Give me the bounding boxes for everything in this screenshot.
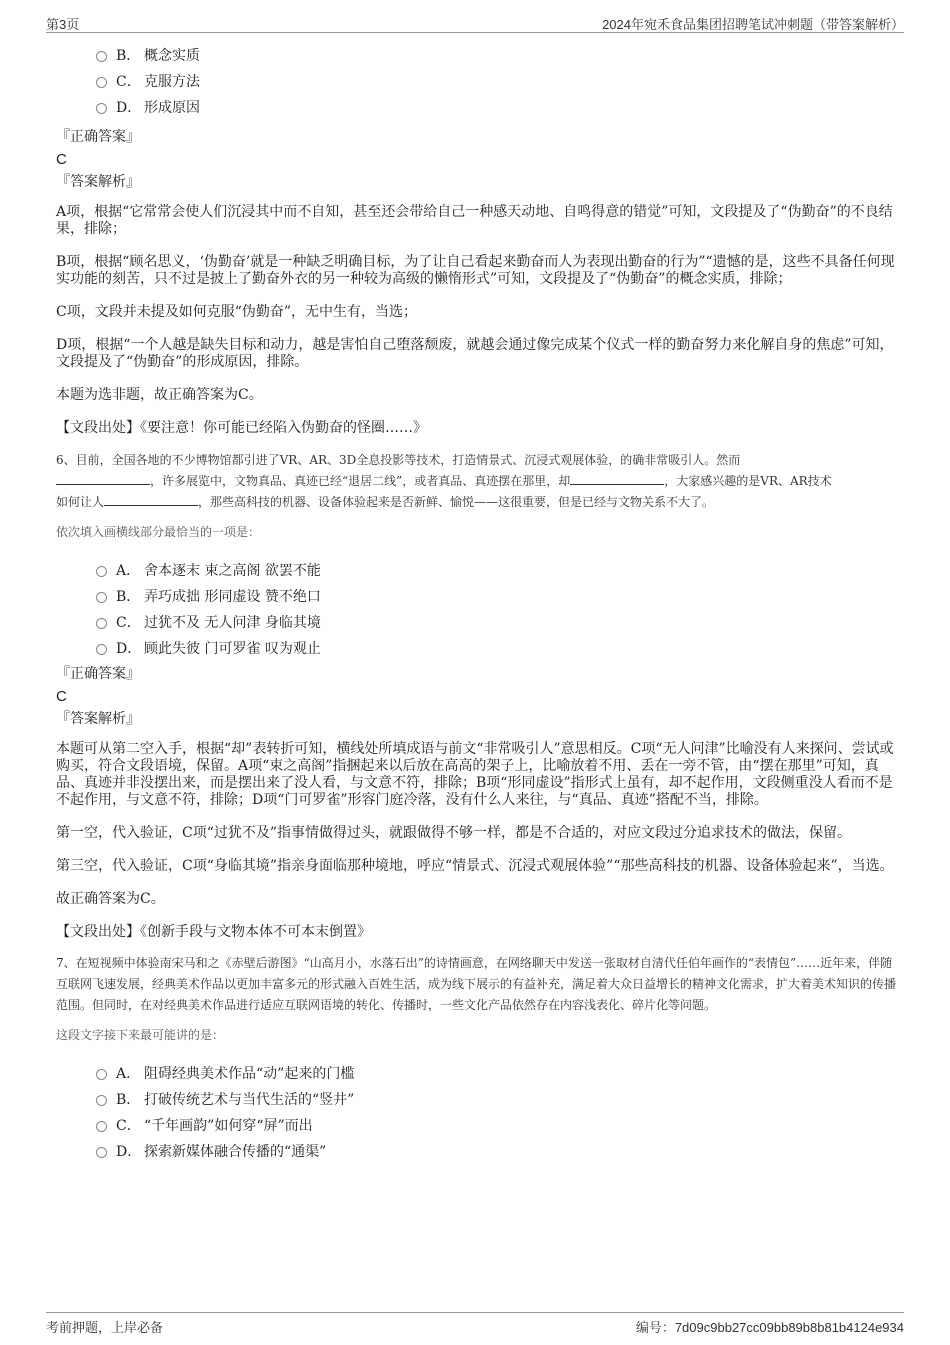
document-title: 2024年宛禾食品集团招聘笔试冲刺题（带答案解析） bbox=[602, 17, 904, 32]
analysis-conclusion: 本题为选非题，故正确答案为C。 bbox=[56, 387, 263, 403]
q7-options bbox=[56, 1062, 896, 1166]
source-citation: 【文段出处】《创新手段与文物本体不可本末倒置》 bbox=[56, 924, 371, 940]
page-footer bbox=[46, 1312, 904, 1335]
question-prompt: 这段文字接下来最可能讲的是： bbox=[56, 1028, 225, 1042]
fill-blank bbox=[104, 493, 198, 506]
radio-icon[interactable] bbox=[96, 1121, 107, 1132]
radio-icon[interactable] bbox=[96, 644, 107, 655]
option-d[interactable]: D． 顾此失彼 门可罗雀 叹为观止 bbox=[56, 637, 896, 663]
document-code: 编号：7d09c9bb27cc09bb89b8b81b4124e934 bbox=[635, 1320, 904, 1336]
footer-slogan: 考前押题，上岸必备 bbox=[46, 1321, 164, 1336]
radio-icon[interactable] bbox=[96, 51, 107, 62]
document-body bbox=[56, 44, 896, 1166]
answer-label: 『正确答案』 bbox=[56, 666, 140, 682]
answer-value: C bbox=[56, 151, 67, 168]
analysis-conclusion: 故正确答案为C。 bbox=[56, 891, 165, 907]
radio-icon[interactable] bbox=[96, 77, 107, 88]
analysis-label: 『答案解析』 bbox=[56, 711, 140, 727]
radio-icon[interactable] bbox=[96, 1095, 107, 1106]
question-prompt: 依次填入画横线部分最恰当的一项是： bbox=[56, 525, 261, 539]
question-7-stem: 7、在短视频中体验南宋马和之《赤壁后游图》“山高月小，水落石出”的诗情画意，在网络聊天中发送一张取材自清代任伯年画作的“表情包”……近年来，伴随互联网飞速发展，经典美术作品以更加丰富多元的形式融入百姓生活，成为线下展示的有益补充，满足着大众日益增长的精神文化需求，扩大着美术知识的传播范围。但同时，在对经典美术作品进行适应互联网语境的转化、传播时，一些文化产品依然存在内容浅表化、碎片化等问题。 bbox=[56, 956, 897, 1012]
option-d[interactable]: D． 探索新媒体融合传播的“通渠” bbox=[56, 1140, 896, 1166]
option-c[interactable]: C． “千年画韵”如何穿“屏”而出 bbox=[56, 1114, 896, 1140]
analysis-label: 『答案解析』 bbox=[56, 174, 140, 190]
analysis-paragraph: B项，根据“顾名思义，‘伪勤奋’就是一种缺乏明确目标，为了让自己看起来勤奋而人为表现出勤奋的行为”“遗憾的是，这些不具备任何现实功能的刻苦，只不过是披上了勤奋外衣的另一种较为高级的懒惰形式”可知，文段提及了“伪勤奋”的概念实质，排除； bbox=[56, 254, 895, 287]
radio-icon[interactable] bbox=[96, 1069, 107, 1080]
analysis-paragraph: D项，根据“一个人越是缺失目标和动力，越是害怕自己堕落颓废，就越会通过像完成某个仪式一样的勤奋努力来化解自身的焦虑”可知，文段提及了“伪勤奋”的形成原因，排除。 bbox=[56, 337, 894, 370]
fill-blank bbox=[56, 472, 150, 485]
option-b[interactable]: B． 概念实质 bbox=[56, 44, 896, 70]
fill-blank bbox=[570, 472, 664, 485]
option-b[interactable]: B． 打破传统艺术与当代生活的“竖井” bbox=[56, 1088, 896, 1114]
answer-value: C bbox=[56, 688, 67, 705]
q5-options bbox=[56, 44, 896, 122]
option-a[interactable]: A． 舍本逐末 束之高阁 欲罢不能 bbox=[56, 559, 896, 585]
option-a[interactable]: A． 阻碍经典美术作品“动”起来的门槛 bbox=[56, 1062, 896, 1088]
radio-icon[interactable] bbox=[96, 592, 107, 603]
option-b[interactable]: B． 弄巧成拙 形同虚设 赞不绝口 bbox=[56, 585, 896, 611]
radio-icon[interactable] bbox=[96, 618, 107, 629]
analysis-paragraph: C项，文段并未提及如何克服“伪勤奋”，无中生有，当选； bbox=[56, 304, 418, 320]
radio-icon[interactable] bbox=[96, 1147, 107, 1158]
answer-label: 『正确答案』 bbox=[56, 129, 140, 145]
radio-icon[interactable] bbox=[96, 103, 107, 114]
radio-icon[interactable] bbox=[96, 566, 107, 577]
option-c[interactable]: C． 过犹不及 无人问津 身临其境 bbox=[56, 611, 896, 637]
analysis-paragraph: A项，根据“它常常会使人们沉浸其中而不自知，甚至还会带给自己一种感天动地、自鸣得意的错觉”可知，文段提及了“伪勤奋”的不良结果，排除； bbox=[56, 204, 893, 237]
source-citation: 【文段出处】《要注意！你可能已经陷入伪勤奋的怪圈……》 bbox=[56, 420, 427, 436]
option-d[interactable]: D． 形成原因 bbox=[56, 96, 896, 122]
page-number: 第3页 bbox=[46, 17, 80, 32]
analysis-paragraph: 第一空，代入验证，C项“过犹不及”指事情做得过头，就跟做得不够一样，都是不合适的，对应文段过分追求技术的做法，保留。 bbox=[56, 825, 852, 841]
analysis-paragraph: 本题可从第二空入手，根据“却”表转折可知，横线处所填成语与前文“非常吸引人”意思相反。C项“无人问津”比喻没有人来探问、尝试或购买，符合文段语境，保留。A项“束之高阁”指捆起来以后放在高高的架子上，比喻放着不用、丢在一旁不管，由“摆在那里”可知，真品、真迹并非没摆出来，而是摆出来了没人看，与文意不符，排除；B项“形同虚设”指形式上虽有，却不起作用，文段侧重没人看而不是不起作用，与文意不符，排除；D项“门可罗雀”形容门庭冷落，没有什么人来往，与“真品、真迹”搭配不当，排除。 bbox=[56, 741, 894, 808]
page-header bbox=[46, 14, 904, 33]
option-c[interactable]: C． 克服方法 bbox=[56, 70, 896, 96]
analysis-paragraph: 第三空，代入验证，C项“身临其境”指亲身面临那种境地，呼应“情景式、沉浸式观展体验”“那些高科技的机器、设备体验起来”，当选。 bbox=[56, 858, 894, 874]
q6-options bbox=[56, 559, 896, 663]
question-6-stem: 6、目前，全国各地的不少博物馆都引进了VR、AR、3D全息投影等技术，打造情景式、沉浸式观展体验，的确非常吸引人。然而 ，许多展览中，文物真品、真迹已经“退居二线”，或者真品、真迹摆在那里，却 ，大家感兴趣的是VR、AR技术 如何让人 ，那些高科技的机器、设备体验起来是否新鲜、愉悦——这很重要，但是已经与文物关系不大了。 bbox=[56, 453, 832, 509]
